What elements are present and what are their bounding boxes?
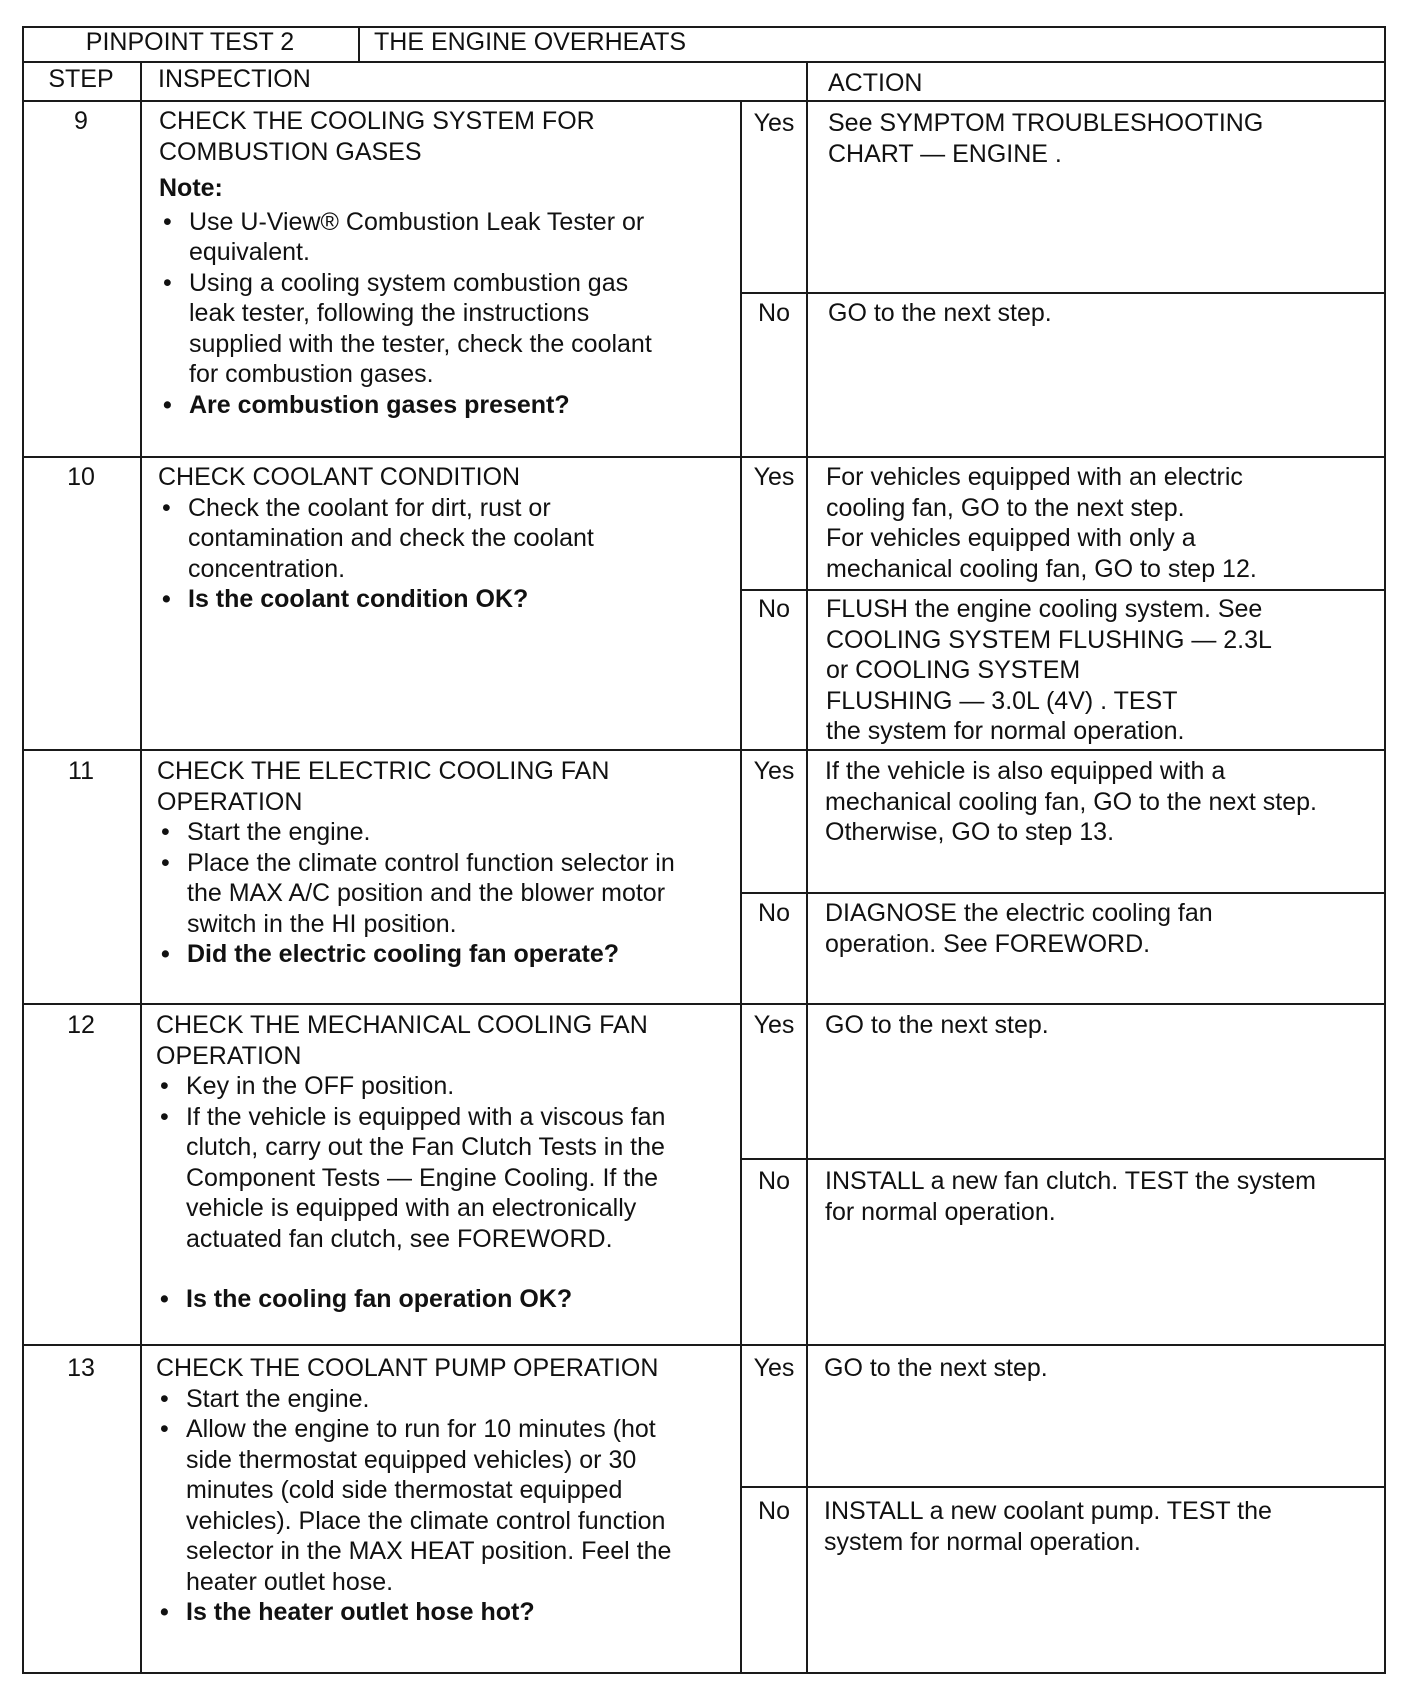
no-action: FLUSH the engine cooling system. See COOLING SYSTEM FLUSHING — 2.3L or COOLING SYSTEM FLUSHING — 3.0L (4V) . TEST the system for normal operation. (826, 595, 1272, 745)
step-title-line: CHECK THE ELECTRIC COOLING FAN (157, 757, 610, 785)
pinpoint-test-title: THE ENGINE OVERHEATS (374, 28, 687, 56)
yes-label: Yes (753, 109, 795, 137)
no-label: No (758, 1167, 790, 1195)
step-number: 13 (67, 1354, 95, 1382)
no-label: No (758, 299, 790, 327)
bullet-item: • Allow the engine to run for 10 minutes (hot side thermostat equipped vehicles) or 30 minutes (cold side thermostat equipped vehicles). Place the climate control function selector in the MAX HEAT position. Feel the heater outlet hose. (156, 1414, 671, 1597)
pinpoint-test-table (22, 26, 1386, 1674)
step-12-inspection (156, 1010, 665, 1315)
yes-action: GO to the next step. (824, 1354, 1048, 1382)
step-title-line: CHECK COOLANT CONDITION (158, 463, 521, 491)
yes-label: Yes (753, 1354, 795, 1382)
step-number: 10 (67, 463, 95, 491)
table-border-bottom (22, 1672, 1386, 1674)
yes-action: See SYMPTOM TROUBLESHOOTING CHART — ENGINE . (828, 109, 1264, 168)
bullet-item: • Key in the OFF position. (156, 1071, 665, 1102)
yes-label: Yes (753, 463, 795, 491)
step-title-line: OPERATION (157, 787, 303, 816)
step-title-line: OPERATION (156, 1041, 302, 1070)
no-label: No (758, 899, 790, 927)
yes-label: Yes (753, 1011, 795, 1039)
yes-action: GO to the next step. (825, 1011, 1049, 1039)
bullet-item: • Place the climate control function selector in the MAX A/C position and the blower motor switch in the HI position. (157, 848, 675, 940)
bullet-item: • If the vehicle is equipped with a viscous fan clutch, carry out the Fan Clutch Tests in the Component Tests — Engine Cooling. If the vehicle is equipped with an electronically actuated fan clutch, see FOREWORD. (156, 1102, 665, 1255)
column-header-action: ACTION (828, 69, 923, 97)
yes-label: Yes (753, 757, 795, 785)
step-11-inspection (157, 756, 675, 970)
no-action: INSTALL a new coolant pump. TEST the system for normal operation. (824, 1497, 1272, 1556)
step-title-line: CHECK THE COOLANT PUMP OPERATION (156, 1354, 659, 1382)
step-question: • Is the coolant condition OK? (158, 584, 594, 615)
no-action: INSTALL a new fan clutch. TEST the system for normal operation. (825, 1167, 1316, 1226)
column-divider-action (806, 62, 808, 1674)
step-13-inspection (156, 1353, 671, 1628)
bullet-item: • Use U-View® Combustion Leak Tester or equivalent. (159, 207, 652, 268)
step-question: • Did the electric cooling fan operate? (157, 939, 675, 970)
bullet-item: • Check the coolant for dirt, rust or contamination and check the coolant concentration. (158, 493, 594, 585)
bullet-item: • Start the engine. (156, 1384, 671, 1415)
column-header-step: STEP (48, 65, 114, 93)
step-title-line: CHECK THE COOLING SYSTEM FOR (159, 107, 595, 135)
step-number: 9 (74, 107, 88, 135)
step-number: 12 (67, 1011, 95, 1039)
no-action: GO to the next step. (828, 299, 1052, 327)
table-border-left (22, 26, 24, 1674)
step-question: • Are combustion gases present? (159, 390, 652, 421)
column-header-inspection: INSPECTION (158, 65, 311, 93)
step-title-line: CHECK THE MECHANICAL COOLING FAN (156, 1011, 648, 1039)
step-10-inspection (158, 462, 594, 615)
no-label: No (758, 1497, 790, 1525)
pinpoint-test-label: PINPOINT TEST 2 (85, 28, 295, 56)
column-divider-step (140, 62, 142, 1674)
yes-action: If the vehicle is also equipped with a mechanical cooling fan, GO to the next step. Otherwise, GO to step 13. (825, 757, 1317, 846)
no-action: DIAGNOSE the electric cooling fan operation. See FOREWORD. (825, 899, 1213, 958)
step-question: • Is the cooling fan operation OK? (156, 1284, 665, 1315)
yes-action: For vehicles equipped with an electric cooling fan, GO to the next step. For vehicles equipped with only a mechanical cooling fan, GO to step 12. (826, 463, 1257, 583)
step-9-inspection (159, 106, 652, 420)
no-label: No (758, 595, 790, 623)
table-border-right (1384, 26, 1386, 1674)
note-label: Note: (159, 174, 223, 202)
step-number: 11 (68, 757, 94, 785)
step-title-line: COMBUSTION GASES (159, 137, 422, 166)
bullet-item: • Start the engine. (157, 817, 675, 848)
bullet-item: • Using a cooling system combustion gas leak tester, following the instructions supplied with the tester, check the coolant for combustion gases. (159, 268, 652, 390)
column-divider-yesno (740, 100, 742, 1674)
step-question: • Is the heater outlet hose hot? (156, 1597, 671, 1628)
